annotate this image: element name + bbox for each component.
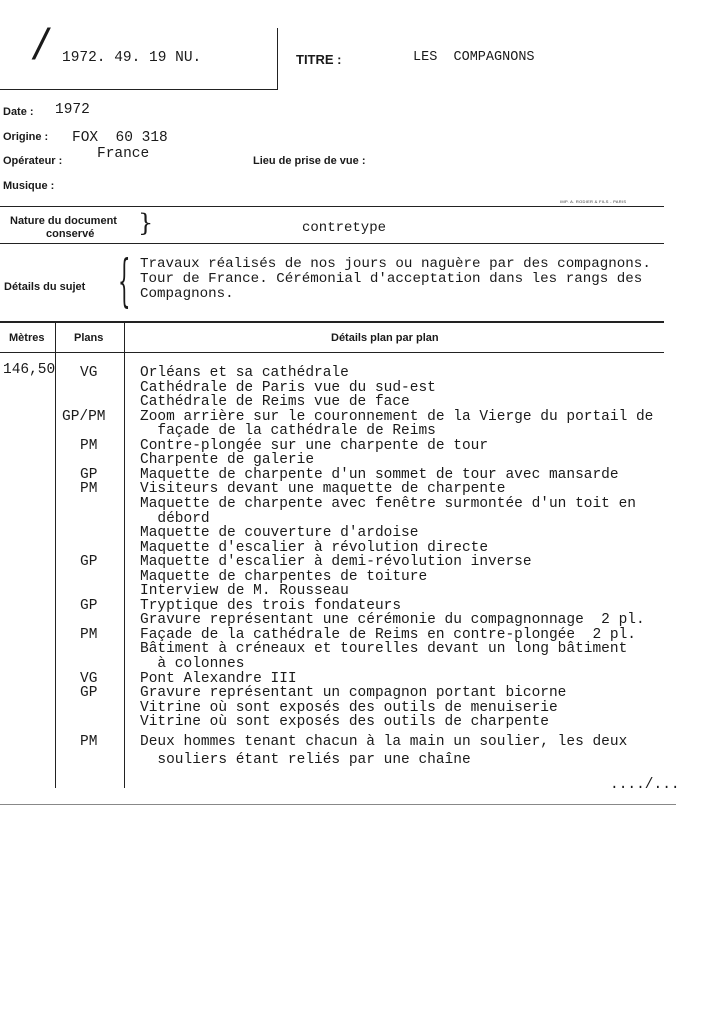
nature-brace-icon: }: [138, 209, 154, 237]
titre-value: LES COMPAGNONS: [413, 50, 535, 65]
last-line: Deux hommes tenant chacun à la main un soulier, les deux: [140, 734, 628, 750]
nature-label-line2: conservé: [46, 228, 95, 240]
row-detail: Maquette de charpente avec fenêtre surmontée d'un toit en: [140, 495, 636, 512]
row-detail: débord: [140, 510, 210, 527]
musique-label: Musique :: [3, 180, 55, 192]
row-detail: Maquette d'escalier à demi-révolution inverse: [140, 554, 532, 571]
row-detail: Bâtiment à créneaux et tourelles devant un long bâtiment: [140, 641, 628, 658]
row-detail: Gravure représentant un compagnon portant bicorne: [140, 685, 567, 702]
row-detail: Zoom arrière sur le couronnement de la Vierge du portail de: [140, 408, 654, 425]
row-detail: Charpente de galerie: [140, 452, 315, 469]
details-sujet-brace-icon: {: [118, 249, 131, 314]
row-detail: Orléans et sa cathédrale: [140, 365, 349, 381]
row-detail: Vitrine où sont exposés des outils de menuiserie: [140, 699, 558, 716]
lieu-label: Lieu de prise de vue :: [253, 155, 366, 167]
details-sujet-label: Détails du sujet: [4, 281, 86, 293]
titre-label: TITRE :: [296, 52, 342, 67]
row-plan: PM: [80, 626, 98, 643]
row-plan: GP: [80, 466, 98, 483]
col-plans-header: Plans: [74, 332, 104, 344]
continuation-mark: ..../...: [610, 777, 680, 793]
last-line: souliers étant reliés par une chaîne: [140, 752, 471, 768]
row-detail: Maquette d'escalier à révolution directe: [140, 539, 489, 556]
row-detail: Vitrine où sont exposés des outils de charpente: [140, 714, 549, 731]
row-detail: Tryptique des trois fondateurs: [140, 597, 402, 614]
row-plan: GP/PM: [62, 408, 106, 425]
row-detail: Cathédrale de Paris vue du sud-est: [140, 379, 436, 396]
origine-value: FOX 60 318: [72, 130, 168, 146]
date-label: Date :: [3, 106, 34, 118]
row-detail: Maquette de charpente d'un sommet de tour avec mansarde: [140, 466, 619, 483]
row-detail: Façade de la cathédrale de Reims en contre-plongée 2 pl.: [140, 626, 636, 643]
row-plan: VG: [80, 670, 98, 687]
origine-label: Origine :: [3, 131, 49, 143]
row-plan: VG: [80, 365, 98, 381]
details-sujet-line: Tour de France. Cérémonial d'acceptation dans les rangs des: [140, 271, 643, 287]
row-plan: PM: [80, 437, 98, 454]
col-details-header: Détails plan par plan: [331, 332, 439, 344]
row-detail: Maquette de charpentes de toiture: [140, 568, 428, 585]
row-detail: Maquette de couverture d'ardoise: [140, 525, 419, 542]
row-plan: GP: [80, 685, 98, 702]
row-plan: GP: [80, 597, 98, 614]
nature-label-line1: Nature du document: [10, 215, 117, 227]
reference-number: 1972. 49. 19 NU.: [62, 50, 202, 66]
row-detail: Gravure représentant une cérémonie du compagnonnage 2 pl.: [140, 612, 645, 629]
row-detail: Interview de M. Rousseau: [140, 583, 349, 600]
row-plan: GP: [80, 554, 98, 571]
row-detail: Contre-plongée sur une charpente de tour: [140, 437, 489, 454]
operateur-label: Opérateur :: [3, 155, 63, 167]
imprint-text: IMP. A. RODIER & FILS - PARIS: [560, 199, 627, 204]
row-detail: Cathédrale de Reims vue de face: [140, 394, 410, 411]
reference-slash: /: [29, 23, 54, 73]
origine-country: France: [97, 146, 150, 162]
last-plan: PM: [80, 734, 98, 750]
metres-value: 146,50: [3, 362, 56, 378]
row-plan: PM: [80, 481, 98, 498]
row-detail: Pont Alexandre III: [140, 670, 297, 687]
col-metres-header: Mètres: [9, 332, 45, 344]
row-detail: à colonnes: [140, 656, 245, 672]
nature-value: contretype: [302, 220, 387, 236]
row-detail: façade de la cathédrale de Reims: [140, 423, 436, 440]
details-sujet-line: Travaux réalisés de nos jours ou naguère par des compagnons.: [140, 256, 651, 272]
details-sujet-line: Compagnons.: [140, 286, 234, 302]
row-detail: Visiteurs devant une maquette de charpente: [140, 481, 506, 498]
date-value: 1972: [55, 102, 90, 118]
